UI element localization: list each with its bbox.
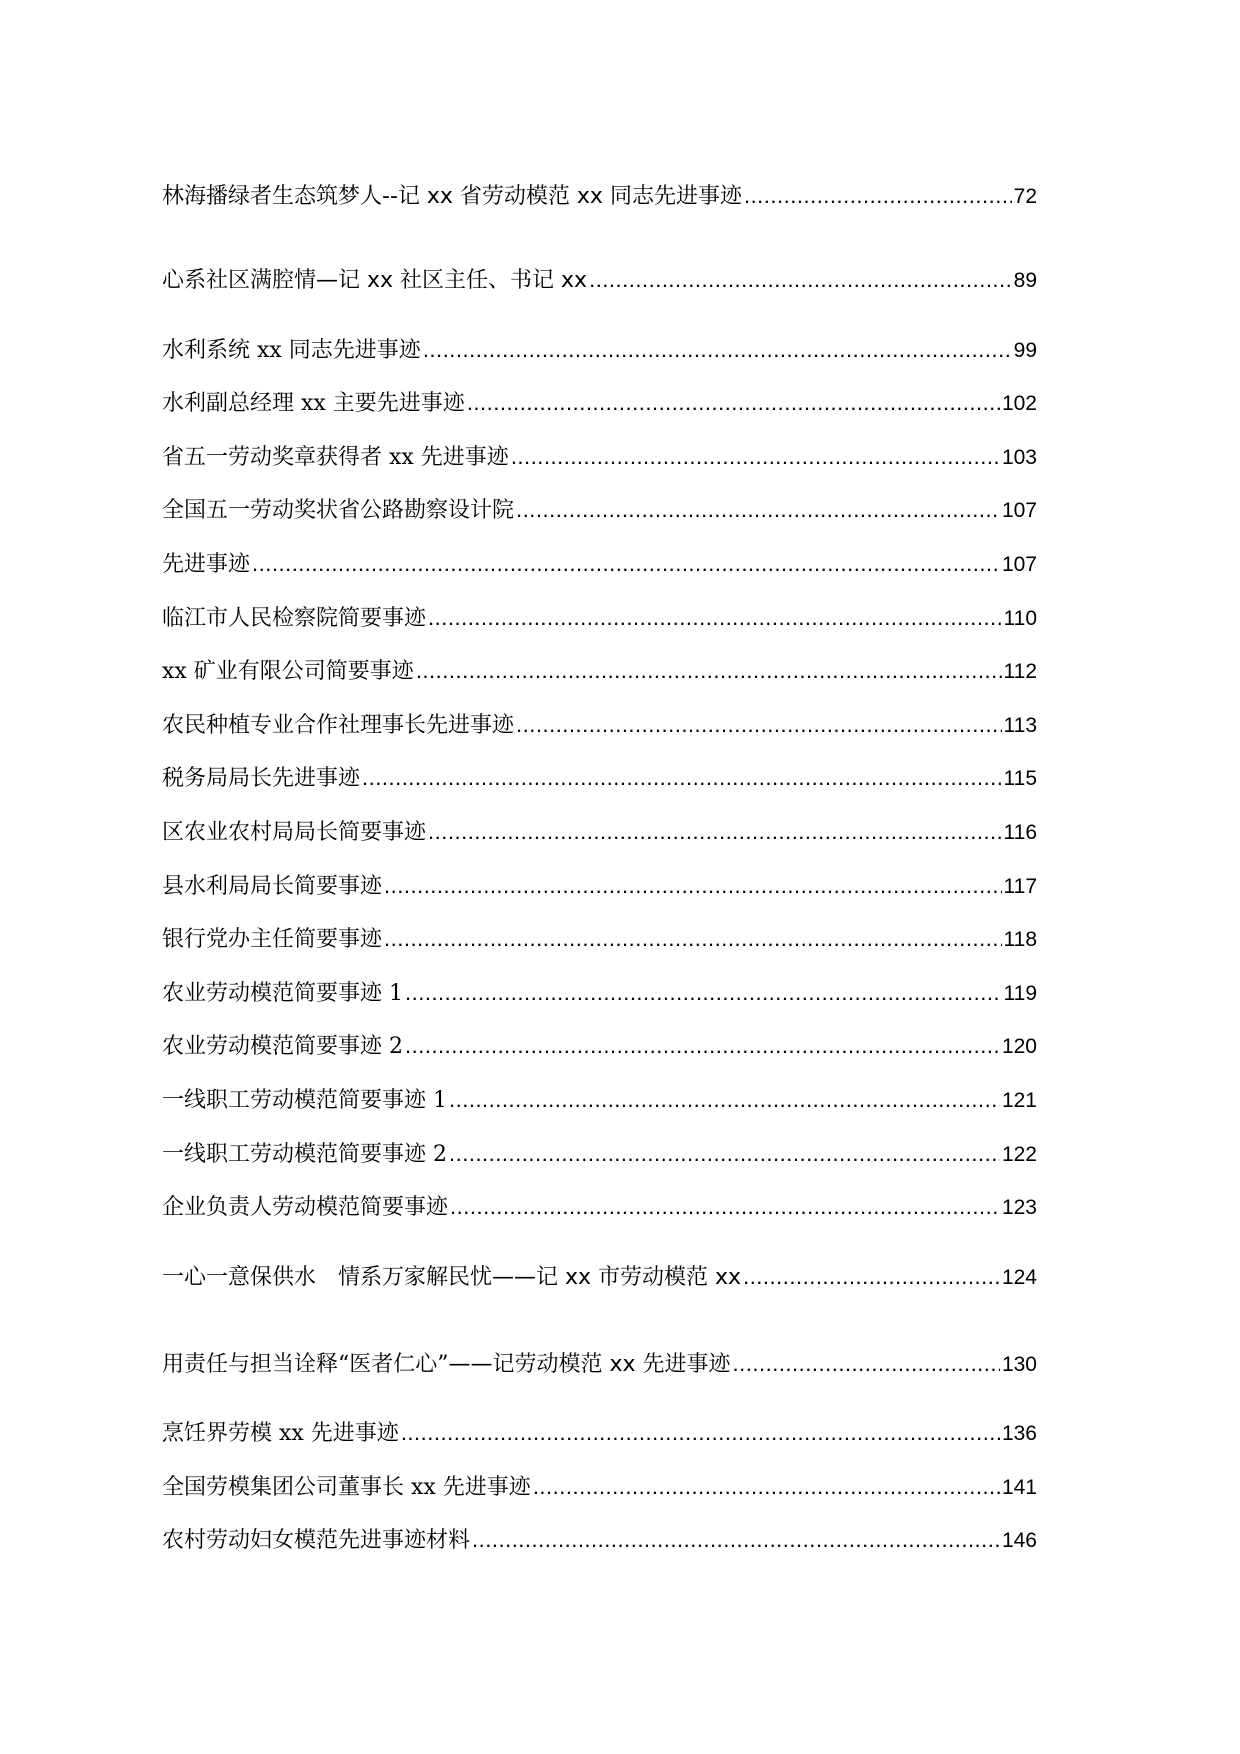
toc-entry-title: 先进事迹 (162, 552, 251, 577)
toc-entry-page: 116 (1003, 821, 1037, 844)
dot-leader (428, 603, 1002, 633)
dot-leader (362, 763, 1002, 793)
toc-entry-page: 118 (1003, 928, 1037, 951)
toc-entry-title: 省五一劳动奖章获得者 xx 先进事迹 (162, 445, 509, 470)
toc-entry[interactable] (162, 603, 1037, 634)
dot-leader (384, 871, 1002, 901)
dot-leader (416, 656, 1002, 686)
toc-entry-page: 121 (1001, 1089, 1037, 1112)
toc-entry-title-sub: ——记 xx 市劳动模范 xx (492, 1265, 742, 1290)
toc-entry-page: 119 (1003, 982, 1037, 1005)
dot-leader (511, 442, 1000, 472)
toc-entry[interactable] (162, 388, 1037, 419)
toc-entry-title-main: 林海播绿者生态筑梦人 (162, 184, 383, 209)
dot-leader (744, 181, 1012, 211)
dot-leader (733, 1349, 1000, 1379)
toc-entry-page: 146 (1001, 1529, 1037, 1552)
toc-entry[interactable] (162, 442, 1037, 473)
toc-entry-page: 99 (1013, 339, 1037, 362)
toc-entry-title-sub: --记 xx 省劳动模范 xx 同志先进事迹 (382, 184, 742, 209)
toc-entry-title: 农业劳动模范简要事迹 2 (162, 1034, 403, 1059)
table-of-contents (162, 0, 1037, 1754)
toc-entry-title: 农村劳动妇女模范先进事迹材料 (162, 1528, 471, 1553)
toc-entry[interactable] (162, 1139, 1037, 1170)
dot-leader (401, 1418, 1000, 1448)
toc-entry[interactable] (162, 495, 1037, 526)
toc-entry-page: 110 (1003, 607, 1037, 630)
toc-entry-page: 120 (1001, 1035, 1037, 1058)
toc-entry[interactable] (162, 1031, 1037, 1062)
toc-entry-page: 115 (1003, 767, 1037, 790)
toc-entry[interactable] (162, 763, 1037, 794)
toc-entry[interactable] (162, 1085, 1037, 1116)
dot-leader (384, 924, 1002, 954)
toc-entry[interactable] (162, 335, 1037, 366)
toc-entry-title: 农民种植专业合作社理事长先进事迹 (162, 713, 515, 738)
toc-entry-page: 122 (1001, 1143, 1037, 1166)
toc-entry-title: 临江市人民检察院简要事迹 (162, 606, 427, 631)
toc-entry-title: 水利系统 xx 同志先进事迹 (162, 338, 421, 363)
dot-leader (449, 1085, 1000, 1115)
toc-entry-page: 107 (1001, 553, 1037, 576)
toc-entry-title: 区农业农村局局长简要事迹 (162, 820, 427, 845)
toc-entry[interactable] (162, 656, 1037, 687)
toc-entry-title (162, 266, 587, 296)
dot-leader (589, 265, 1012, 295)
toc-entry[interactable] (162, 1192, 1037, 1223)
toc-entry-title-main: 一心一意保供水 情系万家解民忧 (162, 1265, 493, 1290)
toc-entry[interactable] (162, 710, 1037, 741)
toc-entry-page: 130 (1001, 1353, 1037, 1376)
toc-entry-page: 136 (1001, 1422, 1037, 1445)
dot-leader (428, 817, 1002, 847)
toc-entry-page: 141 (1001, 1476, 1037, 1499)
toc-entry-page: 123 (1001, 1196, 1037, 1219)
toc-entry-page: 113 (1003, 714, 1037, 737)
toc-entry-page: 107 (1001, 499, 1037, 522)
dot-leader (743, 1262, 1000, 1292)
toc-entry-page: 72 (1013, 185, 1037, 208)
dot-leader (423, 335, 1012, 365)
toc-entry[interactable] (162, 549, 1037, 580)
toc-entry[interactable] (162, 265, 1037, 296)
dot-leader (533, 1472, 1000, 1502)
toc-entry[interactable] (162, 181, 1037, 212)
dot-leader (449, 1139, 1000, 1169)
dot-leader (467, 388, 1000, 418)
toc-entry-title: 烹饪界劳模 xx 先进事迹 (162, 1421, 399, 1446)
toc-entry-page: 112 (1003, 660, 1037, 683)
toc-entry-page: 89 (1013, 269, 1037, 292)
toc-entry-title: 县水利局局长简要事迹 (162, 874, 383, 899)
toc-entry-title-sub: ——记劳动模范 xx 先进事迹 (448, 1352, 731, 1377)
toc-entry[interactable] (162, 924, 1037, 955)
toc-entry-page: 117 (1003, 875, 1037, 898)
toc-entry-title (162, 1350, 731, 1380)
dot-leader (405, 978, 1002, 1008)
toc-entry-title-main: 心系社区满腔情 (162, 268, 317, 293)
toc-entry-title: 水利副总经理 xx 主要先进事迹 (162, 391, 465, 416)
toc-entry-title-sub: —记 xx 社区主任、书记 xx (316, 268, 588, 293)
toc-entry[interactable] (162, 871, 1037, 902)
dot-leader (450, 1192, 1000, 1222)
toc-entry-title-main: 用责任与担当诠释“医者仁心” (162, 1352, 449, 1377)
dot-leader (472, 1525, 1000, 1555)
toc-entry-title (162, 1263, 741, 1293)
toc-entry-title (162, 182, 742, 212)
dot-leader (516, 495, 1000, 525)
toc-entry-title: 全国五一劳动奖状省公路勘察设计院 (162, 498, 515, 523)
toc-entry[interactable] (162, 1525, 1037, 1556)
toc-entry-page: 124 (1001, 1266, 1037, 1289)
toc-entry-title: 全国劳模集团公司董事长 xx 先进事迹 (162, 1475, 531, 1500)
toc-entry[interactable] (162, 1418, 1037, 1449)
dot-leader (405, 1031, 1000, 1061)
toc-entry-title: 银行党办主任简要事迹 (162, 927, 383, 952)
toc-entry-page: 103 (1001, 446, 1037, 469)
toc-entry-title: 税务局局长先进事迹 (162, 766, 361, 791)
toc-entry[interactable] (162, 1472, 1037, 1503)
dot-leader (252, 549, 1000, 579)
toc-entry-title: 企业负责人劳动模范简要事迹 (162, 1195, 449, 1220)
toc-entry-title: 农业劳动模范简要事迹 1 (162, 981, 403, 1006)
toc-entry[interactable] (162, 978, 1037, 1009)
toc-entry[interactable] (162, 1262, 1037, 1293)
toc-entry-title: 一线职工劳动模范简要事迹 2 (162, 1142, 447, 1167)
toc-entry-title: 一线职工劳动模范简要事迹 1 (162, 1088, 447, 1113)
dot-leader (516, 710, 1002, 740)
toc-entry-page: 102 (1001, 392, 1037, 415)
toc-entry[interactable] (162, 1349, 1037, 1380)
toc-entry[interactable] (162, 817, 1037, 848)
toc-entry-title: xx 矿业有限公司简要事迹 (162, 659, 414, 684)
